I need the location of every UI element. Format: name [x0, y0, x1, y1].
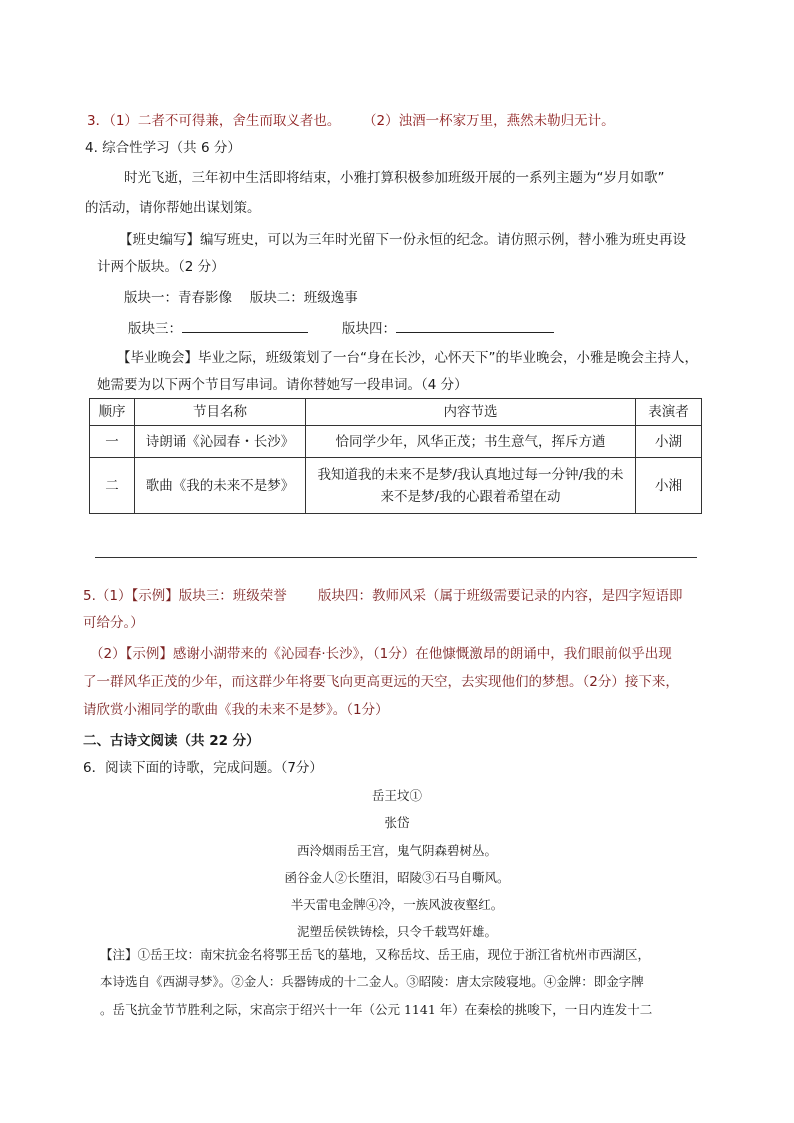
q5-line3: （2）【示例】感谢小湖带来的《沁园春·长沙》，（1分）在他慷慨激昂的朗诵中，我们眼前似乎出现	[90, 646, 672, 662]
q5-line5: 请欣赏小湘同学的歌曲《我的未来不是梦》。（1分）	[83, 702, 389, 718]
blank4-label: 版块四：	[342, 321, 396, 337]
row1-name: 诗朗诵《沁园春・长沙》	[135, 426, 306, 458]
example-blocks: 版块一：青春影像 版块二：班级逸事	[124, 290, 358, 306]
blank-block4	[342, 318, 554, 339]
blank-block3	[128, 318, 308, 339]
q3-answer	[87, 111, 615, 131]
section2-heading: 二、古诗文阅读（共 22 分）	[83, 733, 260, 749]
part2-line1: 【毕业晚会】毕业之际，班级策划了一台“身在长沙，心怀天下”的毕业晚会，小雅是晚会主持人，	[117, 350, 698, 366]
program-table	[89, 398, 702, 514]
q3-answer-b: （2）浊酒一杯家万里，燕然未勒归无计。	[363, 113, 615, 129]
table-header-row	[90, 399, 702, 426]
divider-line	[95, 557, 697, 558]
header-name: 节目名称	[135, 399, 306, 426]
blank3-line	[182, 318, 308, 333]
part1-line1: 【班史编写】编写班史，可以为三年时光留下一份永恒的纪念。请仿照示例，替小雅为班史再设	[119, 232, 686, 248]
poem-line-4: 泥塑岳侯铁铸桧，只令千载骂奸雄。	[296, 924, 497, 939]
row1-order: 一	[90, 426, 135, 458]
row1-performer: 小湖	[636, 426, 702, 458]
row2-content-line1: 我知道我的未来不是梦/我认真地过每一分钟/我的未	[317, 466, 624, 483]
q3-answer-a: 3．（1）二者不可得兼，舍生而取义者也。	[87, 113, 341, 129]
q4-intro-line2: 的活动，请你帮她出谋划策。	[85, 200, 261, 216]
poem-note-line2: 本诗选自《西湖寻梦》。②金人：兵器铸成的十二金人。③昭陵：唐太宗陵寝地。④金牌：即金字牌	[100, 974, 644, 989]
table-row	[90, 458, 702, 514]
poem-line-2: 函谷金人②长堕泪，昭陵③石马自嘶风。	[284, 870, 510, 885]
q4-title: 4. 综合性学习（共 6 分）	[85, 140, 241, 156]
q4-intro-line1: 时光飞逝，三年初中生活即将结束，小雅打算积极参加班级开展的一系列主题为“岁月如歌”	[124, 170, 665, 186]
row2-name: 歌曲《我的未来不是梦》	[135, 458, 306, 514]
blank4-line	[396, 318, 554, 333]
row2-content	[306, 458, 636, 514]
poem-title: 岳王坟①	[371, 788, 422, 803]
poem-author: 张岱	[384, 815, 410, 830]
q6-title: 6．阅读下面的诗歌，完成问题。（7分）	[83, 760, 323, 776]
header-performer: 表演者	[636, 399, 702, 426]
poem-note-line3: 。岳飞抗金节节胜利之际，宋高宗于绍兴十一年（公元 1141 年）在秦桧的挑唆下，一日内连发十二	[100, 1002, 653, 1017]
poem-note-line1: 【注】①岳王坟：南宋抗金名将鄂王岳飞的墓地，又称岳坟、岳王庙，现位于浙江省杭州市西湖区，	[100, 947, 651, 962]
row2-performer: 小湘	[636, 458, 702, 514]
part2-line2: 她需要为以下两个节目写串词。请你替她写一段串词。（4 分）	[97, 377, 468, 393]
poem-line-3: 半天雷电金牌④冷，一族风波夜壑红。	[290, 897, 504, 912]
row1-content: 恰同学少年，风华正茂；书生意气，挥斥方遒	[306, 426, 636, 458]
blank3-label: 版块三：	[128, 321, 182, 337]
row2-order: 二	[90, 458, 135, 514]
q5-line1: 5.（1）【示例】版块三：班级荣誉 版块四：教师风采（属于班级需要记录的内容，是四字短语即	[83, 588, 683, 604]
header-order: 顺序	[90, 399, 135, 426]
header-content: 内容节选	[306, 399, 636, 426]
row2-content-line2: 来不是梦/我的心跟着希望在动	[380, 488, 561, 505]
part1-line2: 计两个版块。（2 分）	[97, 259, 225, 275]
table-row	[90, 426, 702, 458]
q5-line2: 可给分。）	[83, 615, 144, 631]
poem-line-1: 西泠烟雨岳王宫，鬼气阴森碧树丛。	[296, 843, 497, 858]
q5-line4: 了一群风华正茂的少年，而这群少年将要飞向更高更远的天空，去实现他们的梦想。（2分）接下来，	[83, 674, 679, 690]
